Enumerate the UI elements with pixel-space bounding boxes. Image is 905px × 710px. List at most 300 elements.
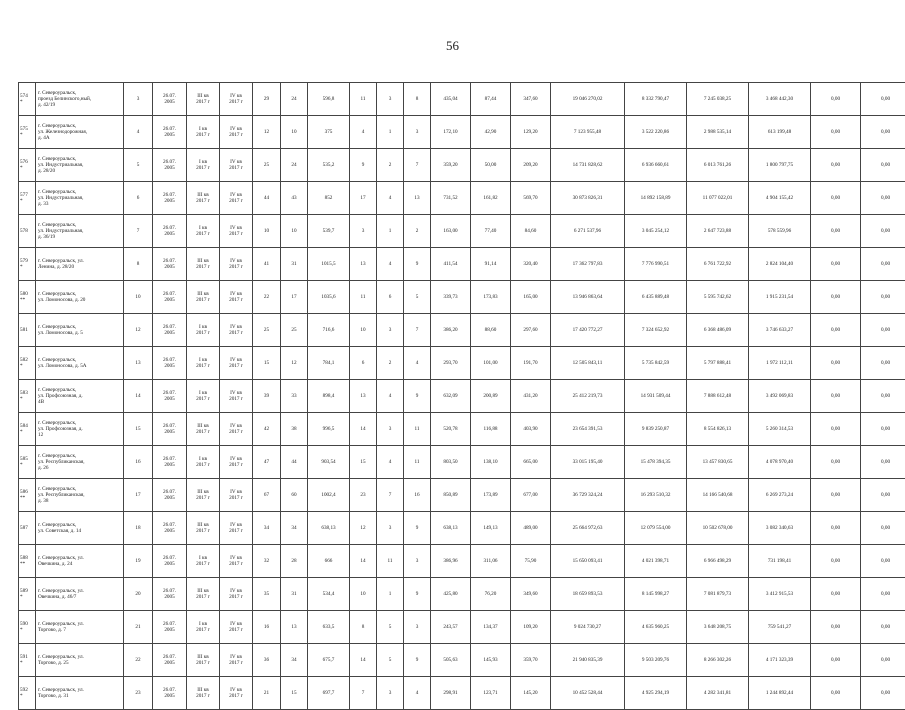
cell-start: I кв 2017 г: [187, 611, 220, 644]
cell-date: 26.07. 2005: [153, 83, 187, 116]
cell-sum1: 7 123 955,48: [551, 116, 625, 149]
cell-sum4: 1 972 112,11: [749, 347, 811, 380]
cell-date: 26.07. 2005: [153, 281, 187, 314]
cell-start: III кв 2017 г: [187, 578, 220, 611]
cell-id: 589 *: [19, 578, 36, 611]
cell-n: 16: [124, 446, 153, 479]
cell-area: 666: [308, 545, 350, 578]
cell-g: 359,70: [511, 644, 551, 677]
cell-sum1: 19 046 270,02: [551, 83, 625, 116]
cell-sum1: 25 412 219,73: [551, 380, 625, 413]
cell-date: 26.07. 2005: [153, 215, 187, 248]
cell-area: 784,1: [308, 347, 350, 380]
cell-id: 578: [19, 215, 36, 248]
cell-z1: 0,00: [811, 215, 861, 248]
cell-sum2: 4 925 294,19: [625, 677, 687, 710]
cell-sum1: 9 024 730,27: [551, 611, 625, 644]
cell-a: 24: [281, 149, 308, 182]
cell-f: 149,13: [471, 512, 511, 545]
cell-b: 15: [350, 446, 377, 479]
cell-id: 588 **: [19, 545, 36, 578]
cell-addr: г. Североуральск, ул. Торгово, д. 31: [36, 677, 124, 710]
cell-c: 2: [377, 149, 404, 182]
cell-b: 14: [350, 545, 377, 578]
table-row: [19, 347, 905, 380]
cell-start: I кв 2017 г: [187, 314, 220, 347]
cell-start: I кв 2017 г: [187, 446, 220, 479]
cell-c: 1: [377, 116, 404, 149]
table-row: [19, 446, 905, 479]
cell-a: 28: [281, 545, 308, 578]
cell-a: 13: [281, 611, 308, 644]
cell-addr: г. Североуральск, ул. Индустриальная, д. 36/19: [36, 215, 124, 248]
cell-people: 67: [253, 479, 281, 512]
table-row: [19, 512, 905, 545]
cell-f: 42,90: [471, 116, 511, 149]
cell-g: 431,20: [511, 380, 551, 413]
table-row: [19, 578, 905, 611]
cell-a: 33: [281, 380, 308, 413]
cell-z2: 0,00: [861, 314, 905, 347]
cell-sum1: 17 420 772,27: [551, 314, 625, 347]
cell-c: 3: [377, 83, 404, 116]
table-row: [19, 479, 905, 512]
cell-sum4: 1 800 797,75: [749, 149, 811, 182]
cell-id: 579 *: [19, 248, 36, 281]
cell-end: IV кв 2017 г: [220, 446, 253, 479]
cell-area: 633,5: [308, 611, 350, 644]
cell-c: 3: [377, 413, 404, 446]
cell-sum1: 21 940 835,39: [551, 644, 625, 677]
cell-e: 298,91: [431, 677, 471, 710]
cell-b: 4: [350, 116, 377, 149]
cell-area: 903,54: [308, 446, 350, 479]
cell-id: 583 *: [19, 380, 36, 413]
cell-sum4: 759 541,27: [749, 611, 811, 644]
cell-sum1: 23 654 391,53: [551, 413, 625, 446]
cell-b: 11: [350, 83, 377, 116]
cell-date: 26.07. 2005: [153, 545, 187, 578]
table-row: [19, 545, 905, 578]
cell-start: I кв 2017 г: [187, 149, 220, 182]
cell-n: 21: [124, 611, 153, 644]
cell-d: 11: [404, 413, 431, 446]
cell-n: 22: [124, 644, 153, 677]
cell-c: 1: [377, 578, 404, 611]
cell-b: 7: [350, 677, 377, 710]
cell-sum4: 3 492 069,83: [749, 380, 811, 413]
cell-a: 34: [281, 644, 308, 677]
cell-z2: 0,00: [861, 281, 905, 314]
cell-people: 42: [253, 413, 281, 446]
table-row: [19, 314, 905, 347]
cell-date: 26.07. 2005: [153, 479, 187, 512]
cell-end: IV кв 2017 г: [220, 380, 253, 413]
cell-people: 25: [253, 314, 281, 347]
cell-addr: г. Североуральск, ул. Ломоносова, д. 20: [36, 281, 124, 314]
cell-id: 574 *: [19, 83, 36, 116]
cell-sum3: 10 502 678,00: [687, 512, 749, 545]
cell-z2: 0,00: [861, 413, 905, 446]
cell-id: 584 *: [19, 413, 36, 446]
cell-e: 339,73: [431, 281, 471, 314]
cell-a: 17: [281, 281, 308, 314]
table-row: [19, 611, 905, 644]
cell-sum2: 6 936 660,61: [625, 149, 687, 182]
cell-start: III кв 2017 г: [187, 281, 220, 314]
cell-id: 587: [19, 512, 36, 545]
cell-area: 852: [308, 182, 350, 215]
cell-start: III кв 2017 г: [187, 83, 220, 116]
cell-f: 87,44: [471, 83, 511, 116]
cell-n: 5: [124, 149, 153, 182]
cell-a: 38: [281, 413, 308, 446]
cell-f: 91,14: [471, 248, 511, 281]
cell-sum4: 3 082 340,63: [749, 512, 811, 545]
cell-start: I кв 2017 г: [187, 380, 220, 413]
cell-z1: 0,00: [811, 314, 861, 347]
cell-start: I кв 2017 г: [187, 116, 220, 149]
cell-n: 4: [124, 116, 153, 149]
cell-area: 1015,5: [308, 248, 350, 281]
cell-f: 134,37: [471, 611, 511, 644]
cell-f: 161,82: [471, 182, 511, 215]
cell-end: IV кв 2017 г: [220, 347, 253, 380]
cell-c: 7: [377, 479, 404, 512]
cell-area: 697,7: [308, 677, 350, 710]
cell-n: 23: [124, 677, 153, 710]
cell-z2: 0,00: [861, 545, 905, 578]
cell-n: 18: [124, 512, 153, 545]
cell-sum1: 36 729 324,24: [551, 479, 625, 512]
cell-addr: г. Североуральск, ул. Овечкина, д. 46/7: [36, 578, 124, 611]
cell-sum4: 578 559,96: [749, 215, 811, 248]
cell-d: 7: [404, 314, 431, 347]
cell-people: 25: [253, 149, 281, 182]
cell-date: 26.07. 2005: [153, 248, 187, 281]
cell-sum3: 14 166 540,68: [687, 479, 749, 512]
cell-g: 191,70: [511, 347, 551, 380]
cell-id: 577 *: [19, 182, 36, 215]
cell-area: 716,6: [308, 314, 350, 347]
cell-f: 138,10: [471, 446, 511, 479]
table-row: [19, 149, 905, 182]
cell-d: 4: [404, 347, 431, 380]
cell-b: 14: [350, 413, 377, 446]
cell-g: 665,00: [511, 446, 551, 479]
cell-d: 9: [404, 578, 431, 611]
cell-z1: 0,00: [811, 512, 861, 545]
cell-id: 581: [19, 314, 36, 347]
cell-f: 50,00: [471, 149, 511, 182]
cell-e: 638,13: [431, 512, 471, 545]
cell-date: 26.07. 2005: [153, 578, 187, 611]
cell-sum1: 17 362 797,83: [551, 248, 625, 281]
cell-addr: г. Североуральск, ул. Овечкина, д. 24: [36, 545, 124, 578]
cell-z1: 0,00: [811, 677, 861, 710]
cell-z1: 0,00: [811, 347, 861, 380]
cell-start: III кв 2017 г: [187, 182, 220, 215]
cell-start: III кв 2017 г: [187, 479, 220, 512]
cell-z2: 0,00: [861, 248, 905, 281]
cell-date: 26.07. 2005: [153, 413, 187, 446]
cell-z1: 0,00: [811, 380, 861, 413]
cell-d: 16: [404, 479, 431, 512]
cell-e: 632,09: [431, 380, 471, 413]
cell-d: 3: [404, 545, 431, 578]
cell-end: IV кв 2017 г: [220, 644, 253, 677]
cell-end: IV кв 2017 г: [220, 281, 253, 314]
cell-f: 116,88: [471, 413, 511, 446]
cell-sum3: 6 368 486,09: [687, 314, 749, 347]
cell-sum4: 4 078 970,40: [749, 446, 811, 479]
cell-people: 22: [253, 281, 281, 314]
cell-n: 14: [124, 380, 153, 413]
cell-sum2: 4 021 398,71: [625, 545, 687, 578]
cell-sum2: 12 079 554,00: [625, 512, 687, 545]
cell-people: 15: [253, 347, 281, 380]
cell-end: IV кв 2017 г: [220, 116, 253, 149]
cell-sum1: 33 015 195,40: [551, 446, 625, 479]
cell-g: 75,90: [511, 545, 551, 578]
cell-area: 1035,6: [308, 281, 350, 314]
cell-sum2: 16 293 510,32: [625, 479, 687, 512]
cell-end: IV кв 2017 г: [220, 413, 253, 446]
cell-people: 29: [253, 83, 281, 116]
cell-c: 6: [377, 281, 404, 314]
cell-g: 165,00: [511, 281, 551, 314]
cell-sum4: 2 824 104,40: [749, 248, 811, 281]
cell-e: 850,89: [431, 479, 471, 512]
cell-start: I кв 2017 г: [187, 215, 220, 248]
cell-z2: 0,00: [861, 677, 905, 710]
cell-sum1: 14 731 828,62: [551, 149, 625, 182]
cell-sum3: 7 888 612,48: [687, 380, 749, 413]
cell-date: 26.07. 2005: [153, 347, 187, 380]
cell-n: 17: [124, 479, 153, 512]
table-row: [19, 83, 905, 116]
cell-a: 24: [281, 83, 308, 116]
cell-id: 580 **: [19, 281, 36, 314]
cell-addr: г. Североуральск, ул. Республиканская, д. 26: [36, 446, 124, 479]
cell-addr: г. Североуральск, ул. Ломоносова, д. 5: [36, 314, 124, 347]
cell-n: 10: [124, 281, 153, 314]
cell-sum2: 7 324 652,92: [625, 314, 687, 347]
cell-f: 311,06: [471, 545, 511, 578]
cell-g: 677,00: [511, 479, 551, 512]
cell-date: 26.07. 2005: [153, 611, 187, 644]
cell-f: 77,40: [471, 215, 511, 248]
cell-people: 12: [253, 116, 281, 149]
cell-addr: г. Североуральск, ул. Профсоюзная, д. 12: [36, 413, 124, 446]
cell-c: 3: [377, 512, 404, 545]
cell-c: 3: [377, 677, 404, 710]
cell-date: 26.07. 2005: [153, 677, 187, 710]
cell-c: 4: [377, 248, 404, 281]
cell-sum2: 15 478 394,35: [625, 446, 687, 479]
cell-start: I кв 2017 г: [187, 347, 220, 380]
cell-g: 349,60: [511, 578, 551, 611]
cell-addr: г. Североуральск, ул. Ленина, д. 28/20: [36, 248, 124, 281]
cell-sum3: 5 595 742,62: [687, 281, 749, 314]
cell-sum4: 3 746 633,27: [749, 314, 811, 347]
cell-area: 675,7: [308, 644, 350, 677]
cell-sum2: 9 839 250,87: [625, 413, 687, 446]
cell-z1: 0,00: [811, 545, 861, 578]
cell-people: 36: [253, 644, 281, 677]
cell-a: 10: [281, 116, 308, 149]
cell-a: 10: [281, 215, 308, 248]
cell-sum1: 12 505 843,11: [551, 347, 625, 380]
cell-addr: г. Североуральск, проезд Белинского,ный, д. 42/19: [36, 83, 124, 116]
cell-f: 173,83: [471, 281, 511, 314]
cell-c: 3: [377, 314, 404, 347]
cell-e: 520,78: [431, 413, 471, 446]
cell-sum2: 14 931 509,44: [625, 380, 687, 413]
cell-f: 145,93: [471, 644, 511, 677]
cell-people: 47: [253, 446, 281, 479]
cell-e: 386,96: [431, 545, 471, 578]
cell-n: 19: [124, 545, 153, 578]
cell-end: IV кв 2017 г: [220, 314, 253, 347]
cell-f: 200,89: [471, 380, 511, 413]
cell-sum4: 1 244 892,44: [749, 677, 811, 710]
cell-sum3: 13 457 830,65: [687, 446, 749, 479]
cell-date: 26.07. 2005: [153, 149, 187, 182]
register-table: [18, 82, 905, 710]
cell-z2: 0,00: [861, 149, 905, 182]
table-row: [19, 413, 905, 446]
cell-sum4: 613 199,48: [749, 116, 811, 149]
cell-z1: 0,00: [811, 248, 861, 281]
cell-a: 15: [281, 677, 308, 710]
cell-sum3: 2 647 723,88: [687, 215, 749, 248]
cell-c: 11: [377, 545, 404, 578]
cell-e: 505,63: [431, 644, 471, 677]
cell-n: 15: [124, 413, 153, 446]
cell-id: 585 *: [19, 446, 36, 479]
cell-sum4: 4 171 323,39: [749, 644, 811, 677]
cell-people: 21: [253, 677, 281, 710]
cell-e: 243,57: [431, 611, 471, 644]
cell-addr: г. Североуральск, ул. Торгово, д. 7: [36, 611, 124, 644]
cell-end: IV кв 2017 г: [220, 677, 253, 710]
cell-sum2: 8 145 998,27: [625, 578, 687, 611]
cell-f: 173,89: [471, 479, 511, 512]
cell-g: 403,90: [511, 413, 551, 446]
cell-sum1: 15 650 093,41: [551, 545, 625, 578]
cell-f: 88,60: [471, 314, 511, 347]
cell-a: 12: [281, 347, 308, 380]
cell-g: 569,70: [511, 182, 551, 215]
cell-addr: г. Североуральск, ул. Железнодорожная, д. 4А: [36, 116, 124, 149]
cell-z2: 0,00: [861, 578, 905, 611]
cell-z2: 0,00: [861, 380, 905, 413]
cell-d: 7: [404, 149, 431, 182]
cell-start: III кв 2017 г: [187, 413, 220, 446]
cell-g: 84,60: [511, 215, 551, 248]
cell-f: 76,20: [471, 578, 511, 611]
cell-a: 44: [281, 446, 308, 479]
cell-b: 13: [350, 380, 377, 413]
cell-sum2: 3 045 254,12: [625, 215, 687, 248]
cell-z2: 0,00: [861, 347, 905, 380]
cell-d: 3: [404, 116, 431, 149]
cell-end: IV кв 2017 г: [220, 545, 253, 578]
cell-start: I кв 2017 г: [187, 545, 220, 578]
cell-c: 1: [377, 215, 404, 248]
cell-a: 60: [281, 479, 308, 512]
cell-area: 534,4: [308, 578, 350, 611]
cell-g: 109,20: [511, 611, 551, 644]
cell-sum4: 3 468 442,30: [749, 83, 811, 116]
cell-addr: г. Североуральск, ул. Советская, д. 14: [36, 512, 124, 545]
table-row: [19, 677, 905, 710]
cell-d: 9: [404, 512, 431, 545]
cell-g: 489,00: [511, 512, 551, 545]
cell-n: 8: [124, 248, 153, 281]
table-row: [19, 182, 905, 215]
cell-a: 31: [281, 578, 308, 611]
cell-g: 347,60: [511, 83, 551, 116]
cell-end: IV кв 2017 г: [220, 512, 253, 545]
cell-end: IV кв 2017 г: [220, 479, 253, 512]
cell-sum3: 8 266 302,26: [687, 644, 749, 677]
cell-z1: 0,00: [811, 479, 861, 512]
cell-addr: г. Североуральск, ул. Торгово, д. 25: [36, 644, 124, 677]
cell-z2: 0,00: [861, 512, 905, 545]
cell-sum4: 731 198,41: [749, 545, 811, 578]
cell-sum3: 11 077 022,01: [687, 182, 749, 215]
cell-end: IV кв 2017 г: [220, 578, 253, 611]
cell-id: 582 *: [19, 347, 36, 380]
cell-z2: 0,00: [861, 644, 905, 677]
cell-end: IV кв 2017 г: [220, 149, 253, 182]
cell-e: 172,10: [431, 116, 471, 149]
cell-end: IV кв 2017 г: [220, 248, 253, 281]
cell-g: 297,60: [511, 314, 551, 347]
cell-a: 31: [281, 248, 308, 281]
cell-sum2: 7 776 990,51: [625, 248, 687, 281]
cell-people: 32: [253, 545, 281, 578]
cell-z1: 0,00: [811, 611, 861, 644]
cell-sum1: 6 271 537,96: [551, 215, 625, 248]
cell-d: 8: [404, 83, 431, 116]
cell-b: 3: [350, 215, 377, 248]
cell-sum3: 8 554 826,13: [687, 413, 749, 446]
cell-c: 4: [377, 182, 404, 215]
cell-b: 14: [350, 644, 377, 677]
cell-n: 13: [124, 347, 153, 380]
cell-people: 10: [253, 215, 281, 248]
cell-e: 425,80: [431, 578, 471, 611]
cell-n: 7: [124, 215, 153, 248]
cell-sum3: 6 966 498,29: [687, 545, 749, 578]
cell-id: 590 *: [19, 611, 36, 644]
table-row: [19, 644, 905, 677]
cell-start: III кв 2017 г: [187, 512, 220, 545]
cell-people: 16: [253, 611, 281, 644]
cell-sum3: 6 761 722,92: [687, 248, 749, 281]
cell-addr: г. Североуральск, ул. Профсоюзная, д. 4В: [36, 380, 124, 413]
cell-e: 803,50: [431, 446, 471, 479]
cell-b: 17: [350, 182, 377, 215]
cell-people: 44: [253, 182, 281, 215]
cell-n: 12: [124, 314, 153, 347]
cell-sum2: 5 735 842,59: [625, 347, 687, 380]
cell-g: 320,40: [511, 248, 551, 281]
cell-n: 3: [124, 83, 153, 116]
